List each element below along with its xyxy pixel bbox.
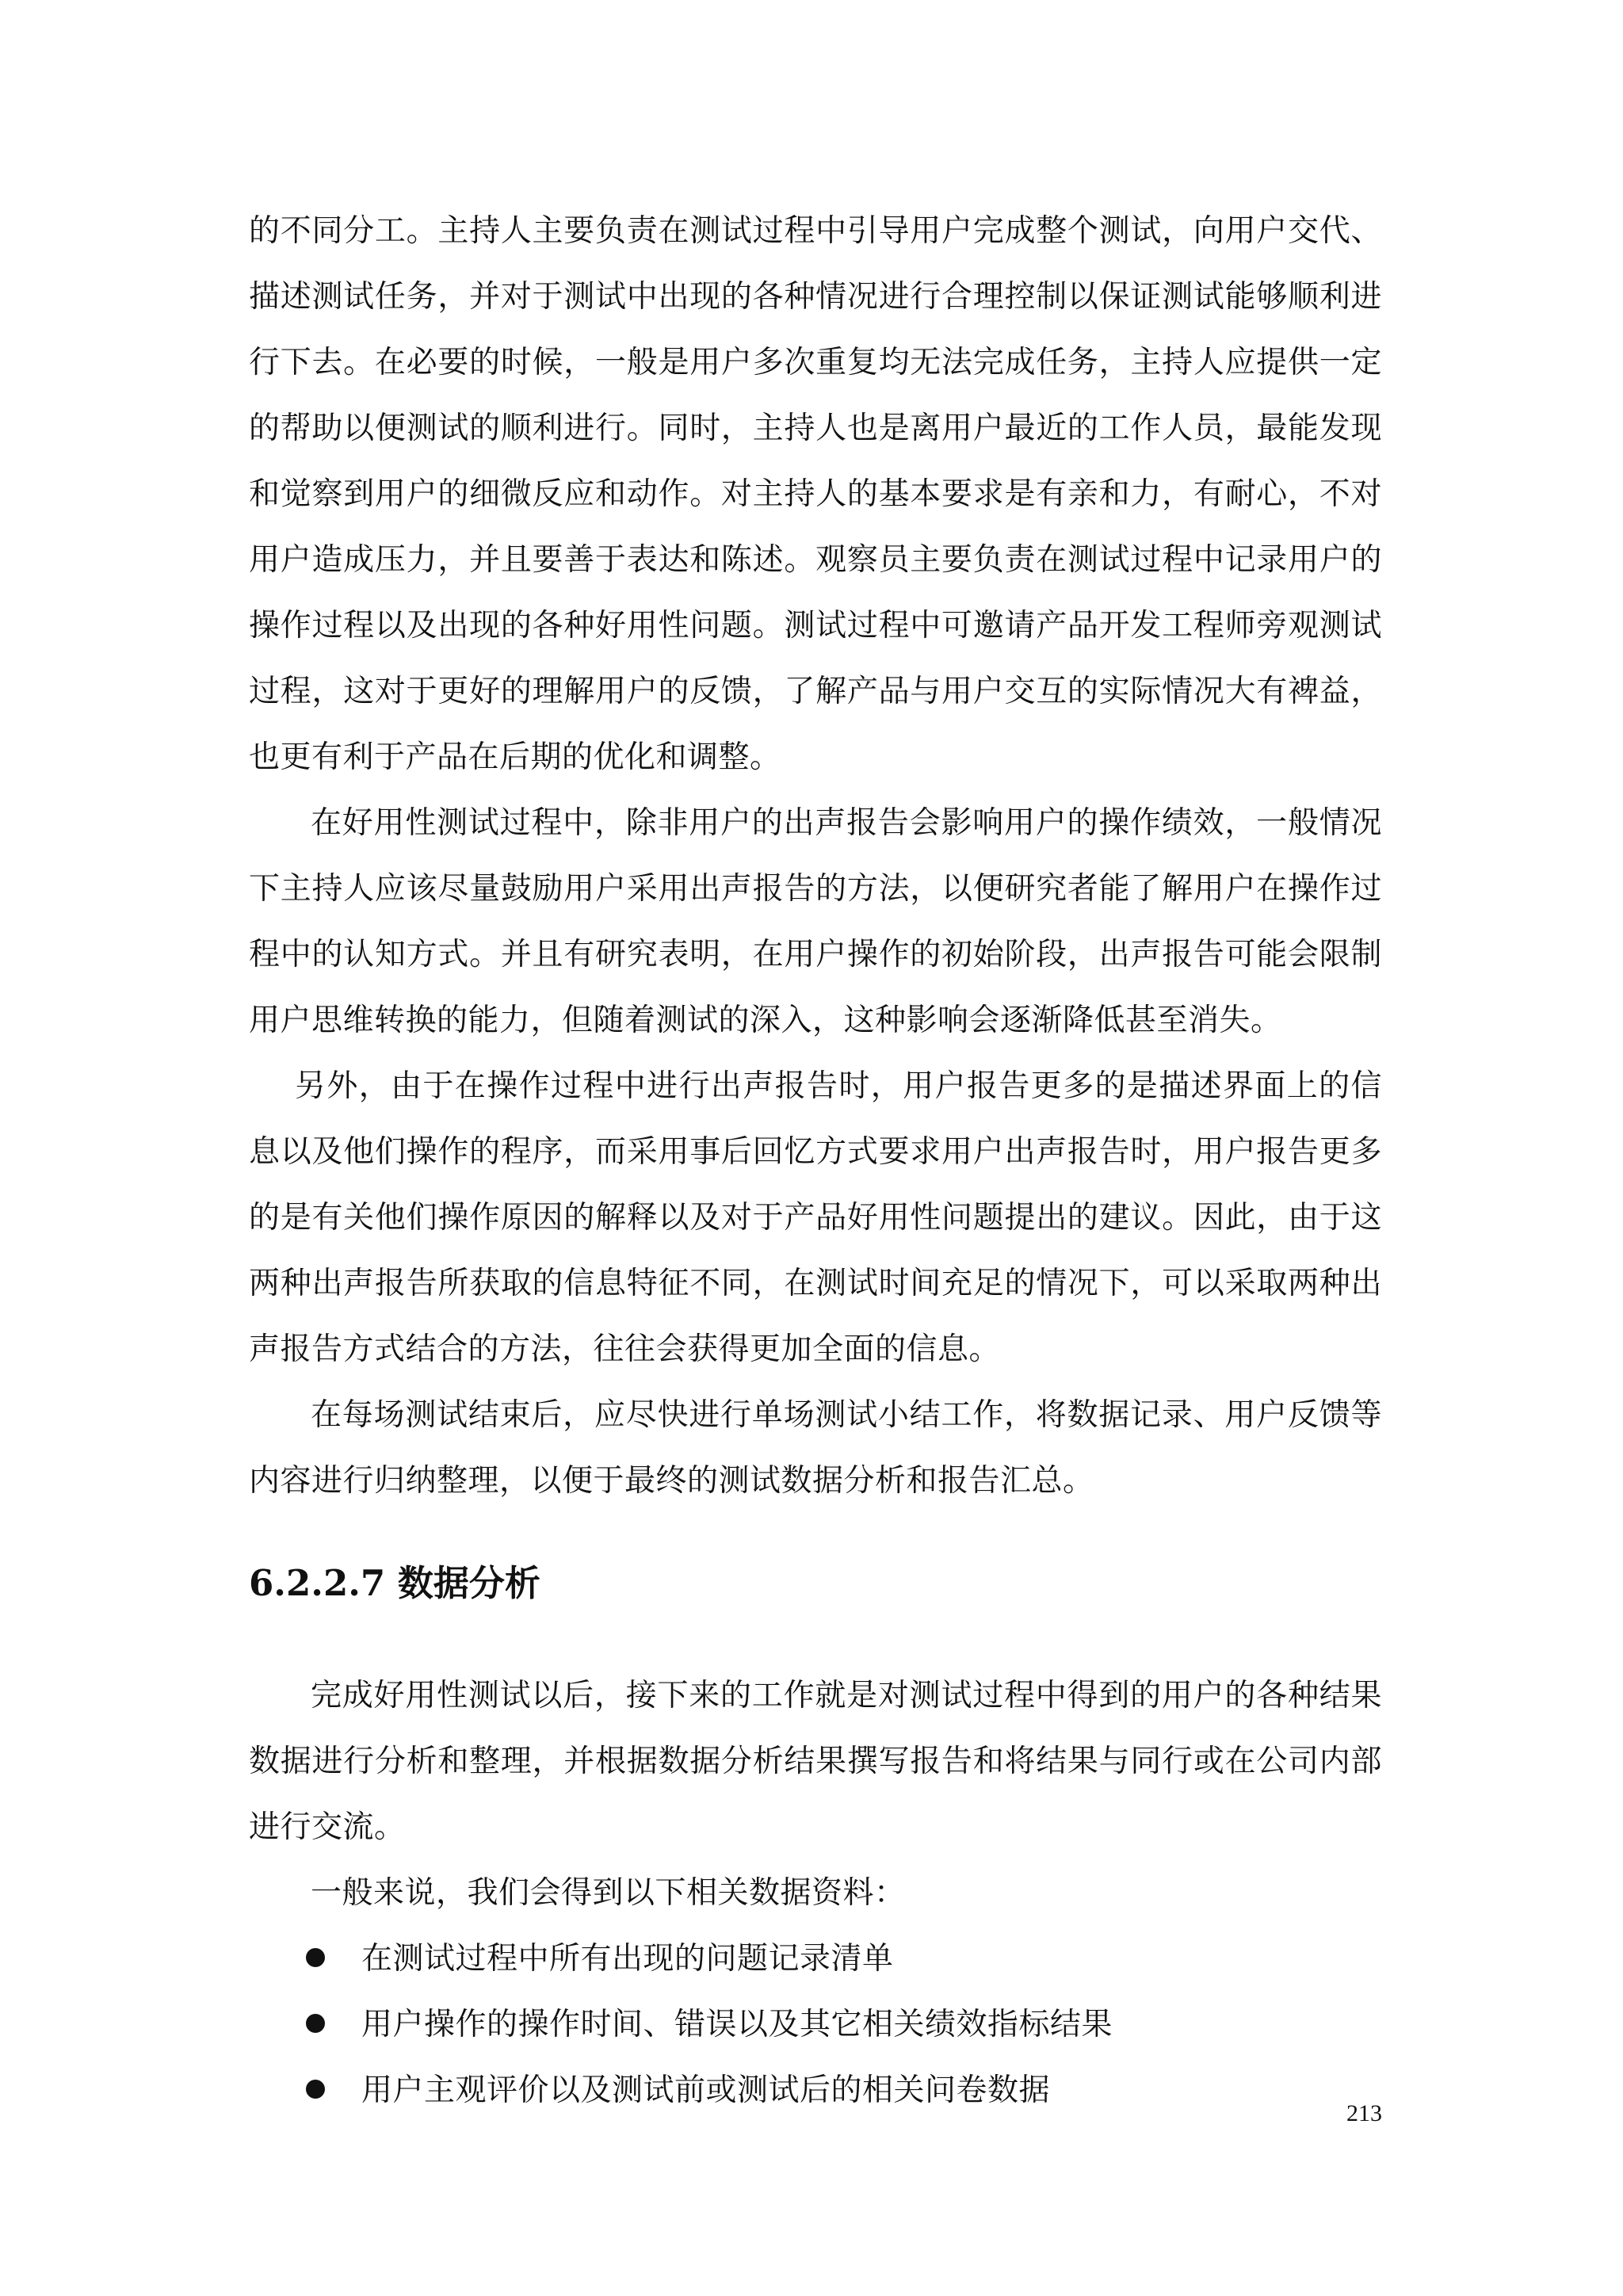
- paragraph-think-aloud-comparison: 另外，由于在操作过程中进行出声报告时，用户报告更多的是描述界面上的信息以及他们操作的程序，而采用事后回忆方式要求用户出声报告时，用户报告更多的是有关他们操作原因的解释以及对于产品好用性问题提出的建议。因此，由于这两种出声报告所获取的信息特征不同，在测试时间充足的情况下，可以采取两种出声报告方式结合的方法，往往会获得更加全面的信息。: [249, 1068, 1382, 1367]
- bullet-icon: [306, 1948, 325, 1967]
- section-heading: 6.2.2.7 数据分析: [249, 1562, 540, 1604]
- paragraph-data-list-lead: 一般来说，我们会得到以下相关数据资料：: [311, 1875, 906, 1911]
- paragraph-session-summary: 在每场测试结束后，应尽快进行单场测试小结工作，将数据记录、用户反馈等内容进行归纳整理，以便于最终的测试数据分析和报告汇总。: [249, 1397, 1382, 1499]
- paragraph-think-aloud-encouragement: 在好用性测试过程中，除非用户的出声报告会影响用户的操作绩效，一般情况下主持人应该尽量鼓励用户采用出声报告的方法，以便研究者能了解用户在操作过程中的认知方式。并且有研究表明，在用户操作的初始阶段，出声报告可能会限制用户思维转换的能力，但随着测试的深入，这种影响会逐渐降低甚至消失。: [249, 805, 1382, 1038]
- list-item-text: 用户操作的操作时间、错误以及其它相关绩效指标结果: [361, 2007, 1113, 2042]
- paragraph-division-of-roles: 的不同分工。主持人主要负责在测试过程中引导用户完成整个测试，向用户交代、描述测试任务，并对于测试中出现的各种情况进行合理控制以保证测试能够顺利进行下去。在必要的时候，一般是用户多次重复均无法完成任务，主持人应提供一定的帮助以便测试的顺利进行。同时，主持人也是离用户最近的工作人员，最能发现和觉察到用户的细微反应和动作。对主持人的基本要求是有亲和力，有耐心，不对用户造成压力，并且要善于表达和陈述。观察员主要负责在测试过程中记录用户的操作过程以及出现的各种好用性问题。测试过程中可邀请产品开发工程师旁观测试过程，这对于更好的理解用户的反馈，了解产品与用户交互的实际情况大有裨益，也更有利于产品在后期的优化和调整。: [249, 213, 1382, 775]
- list-item: [249, 1992, 1382, 2057]
- document-page: [249, 198, 1382, 2123]
- list-item: [249, 1926, 1382, 1992]
- bullet-icon: [306, 2014, 325, 2033]
- bullet-icon: [306, 2080, 325, 2099]
- page-number: 213: [1346, 2100, 1382, 2126]
- list-item-text: 在测试过程中所有出现的问题记录清单: [361, 1941, 894, 1977]
- paragraph-data-analysis-intro: 完成好用性测试以后，接下来的工作就是对测试过程中得到的用户的各种结果数据进行分析和整理，并根据数据分析结果撰写报告和将结果与同行或在公司内部进行交流。: [249, 1678, 1382, 1845]
- list-item: [249, 2057, 1382, 2123]
- list-item-text: 用户主观评价以及测试前或测试后的相关问卷数据: [361, 2073, 1051, 2108]
- data-materials-list: [249, 1926, 1382, 2123]
